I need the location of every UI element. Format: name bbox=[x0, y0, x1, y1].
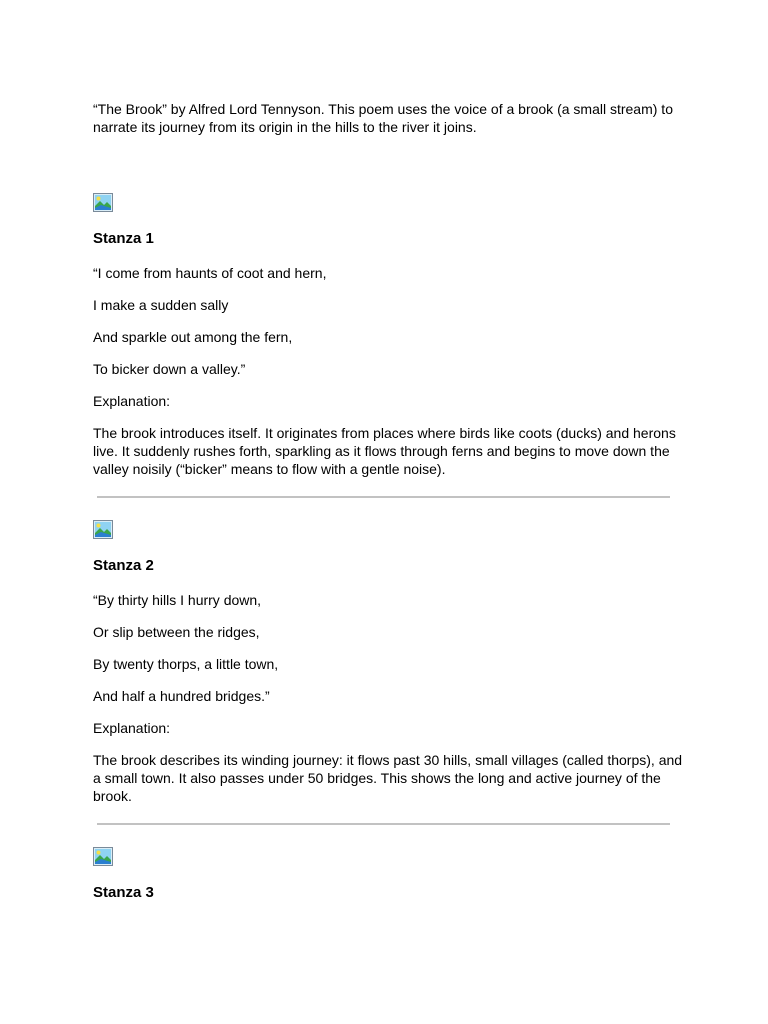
poem-line: “I come from haunts of coot and hern, bbox=[93, 265, 327, 281]
landscape-picture-icon bbox=[93, 193, 113, 212]
section-divider bbox=[97, 823, 670, 825]
stanza-title: Stanza 3 bbox=[93, 884, 154, 901]
document-content bbox=[93, 100, 683, 918]
stanza-1-section bbox=[93, 193, 683, 478]
stanza-3-section bbox=[93, 847, 683, 902]
explanation-label: Explanation: bbox=[93, 393, 171, 409]
explanation-label: Explanation: bbox=[93, 720, 171, 736]
poem-line: By twenty thorps, a little town, bbox=[93, 656, 279, 672]
stanza-title: Stanza 1 bbox=[93, 230, 154, 247]
poem-line: I make a sudden sally bbox=[93, 297, 229, 313]
poem-line: “By thirty hills I hurry down, bbox=[93, 592, 262, 608]
landscape-picture-icon bbox=[93, 847, 113, 866]
poem-line: And sparkle out among the fern, bbox=[93, 329, 293, 345]
explanation-text: The brook describes its winding journey: it flows past 30 hills, small villages (called thorps), and a small town. It also passes under 50 bridges. This shows the long and active journey of the brook. bbox=[93, 752, 683, 804]
section-divider bbox=[97, 496, 670, 498]
poem-line: And half a hundred bridges.” bbox=[93, 688, 270, 704]
explanation-text: The brook introduces itself. It originates from places where birds like coots (ducks) and herons live. It suddenly rushes forth, sparkling as it flows through ferns and begins to move down the valley noisily (“bicker” means to flow with a gentle noise). bbox=[93, 425, 676, 477]
stanza-2-section bbox=[93, 520, 683, 805]
poem-line: To bicker down a valley.” bbox=[93, 361, 246, 377]
landscape-picture-icon bbox=[93, 520, 113, 539]
poem-line: Or slip between the ridges, bbox=[93, 624, 260, 640]
intro-paragraph: “The Brook” by Alfred Lord Tennyson. This poem uses the voice of a brook (a small stream) to narrate its journey from its origin in the hills to the river it joins. bbox=[93, 101, 673, 135]
stanza-title: Stanza 2 bbox=[93, 557, 154, 574]
